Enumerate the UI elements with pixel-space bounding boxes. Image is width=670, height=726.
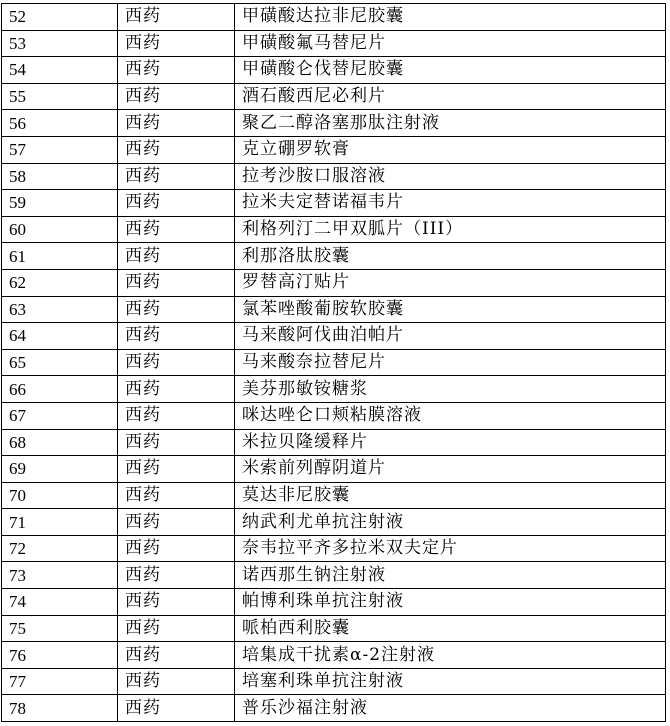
- category-cell: 西药: [118, 4, 235, 31]
- drug-name-cell: 纳武利尤单抗注射液: [235, 509, 666, 536]
- row-number-cell: 58: [2, 163, 118, 190]
- row-number-cell: 69: [2, 456, 118, 483]
- row-number-cell: 76: [2, 642, 118, 669]
- table-row: [2, 402, 666, 429]
- row-number-cell: 70: [2, 482, 118, 509]
- category-cell: 西药: [118, 110, 235, 137]
- drug-name-cell: 氯苯唑酸葡胺软胶囊: [235, 296, 666, 323]
- drug-name-cell: 帕博利珠单抗注射液: [235, 589, 666, 616]
- table-row: [2, 349, 666, 376]
- table-row: [2, 456, 666, 483]
- table-row: [2, 190, 666, 217]
- drug-name-cell: 美芬那敏铵糖浆: [235, 376, 666, 403]
- table-row: [2, 642, 666, 669]
- drug-name-cell: 利格列汀二甲双胍片（III）: [235, 216, 666, 243]
- table-row: [2, 323, 666, 350]
- row-number-cell: 66: [2, 376, 118, 403]
- drug-name-cell: 米索前列醇阴道片: [235, 456, 666, 483]
- row-number-cell: 68: [2, 429, 118, 456]
- table-row: [2, 429, 666, 456]
- row-number-cell: 54: [2, 57, 118, 84]
- row-number-cell: 55: [2, 83, 118, 110]
- table-row: [2, 615, 666, 642]
- drug-name-cell: 酒石酸西尼必利片: [235, 83, 666, 110]
- drug-name-cell: 米拉贝隆缓释片: [235, 429, 666, 456]
- drug-name-cell: 奈韦拉平齐多拉米双夫定片: [235, 535, 666, 562]
- category-cell: 西药: [118, 57, 235, 84]
- drug-name-cell: 培集成干扰素α-2注射液: [235, 642, 666, 669]
- drug-name-cell: 克立硼罗软膏: [235, 136, 666, 163]
- category-cell: 西药: [118, 83, 235, 110]
- drug-name-cell: 拉米夫定替诺福韦片: [235, 190, 666, 217]
- table-row: [2, 243, 666, 270]
- row-number-cell: 67: [2, 402, 118, 429]
- table-row: [2, 4, 666, 31]
- category-cell: 西药: [118, 402, 235, 429]
- category-cell: 西药: [118, 376, 235, 403]
- row-number-cell: 71: [2, 509, 118, 536]
- row-number-cell: 78: [2, 695, 118, 722]
- category-cell: 西药: [118, 216, 235, 243]
- table-row: [2, 57, 666, 84]
- category-cell: 西药: [118, 296, 235, 323]
- category-cell: 西药: [118, 642, 235, 669]
- table-row: [2, 110, 666, 137]
- category-cell: 西药: [118, 30, 235, 57]
- category-cell: 西药: [118, 163, 235, 190]
- drug-name-cell: 诺西那生钠注射液: [235, 562, 666, 589]
- table-body: [2, 4, 666, 722]
- category-cell: 西药: [118, 349, 235, 376]
- category-cell: 西药: [118, 509, 235, 536]
- category-cell: 西药: [118, 615, 235, 642]
- row-number-cell: 61: [2, 243, 118, 270]
- table-row: [2, 535, 666, 562]
- category-cell: 西药: [118, 136, 235, 163]
- row-number-cell: 74: [2, 589, 118, 616]
- drug-name-cell: 罗替高汀贴片: [235, 269, 666, 296]
- drug-name-cell: 利那洛肽胶囊: [235, 243, 666, 270]
- category-cell: 西药: [118, 269, 235, 296]
- table-row: [2, 83, 666, 110]
- drug-list-table: [1, 3, 666, 722]
- table-row: [2, 296, 666, 323]
- drug-name-cell: 甲磺酸仑伐替尼胶囊: [235, 57, 666, 84]
- table-row: [2, 668, 666, 695]
- row-number-cell: 77: [2, 668, 118, 695]
- table-row: [2, 376, 666, 403]
- table-row: [2, 482, 666, 509]
- row-number-cell: 73: [2, 562, 118, 589]
- drug-name-cell: 马来酸奈拉替尼片: [235, 349, 666, 376]
- drug-name-cell: 甲磺酸氟马替尼片: [235, 30, 666, 57]
- drug-name-cell: 聚乙二醇洛塞那肽注射液: [235, 110, 666, 137]
- row-number-cell: 72: [2, 535, 118, 562]
- category-cell: 西药: [118, 429, 235, 456]
- table-row: [2, 562, 666, 589]
- row-number-cell: 64: [2, 323, 118, 350]
- table-row: [2, 136, 666, 163]
- drug-name-cell: 普乐沙福注射液: [235, 695, 666, 722]
- category-cell: 西药: [118, 323, 235, 350]
- category-cell: 西药: [118, 190, 235, 217]
- drug-name-cell: 培塞利珠单抗注射液: [235, 668, 666, 695]
- row-number-cell: 60: [2, 216, 118, 243]
- table-row: [2, 695, 666, 722]
- table-row: [2, 216, 666, 243]
- table-row: [2, 30, 666, 57]
- row-number-cell: 56: [2, 110, 118, 137]
- drug-name-cell: 莫达非尼胶囊: [235, 482, 666, 509]
- drug-name-cell: 马来酸阿伐曲泊帕片: [235, 323, 666, 350]
- row-number-cell: 65: [2, 349, 118, 376]
- row-number-cell: 63: [2, 296, 118, 323]
- category-cell: 西药: [118, 668, 235, 695]
- table-row: [2, 269, 666, 296]
- drug-name-cell: 哌柏西利胶囊: [235, 615, 666, 642]
- drug-name-cell: 拉考沙胺口服溶液: [235, 163, 666, 190]
- category-cell: 西药: [118, 456, 235, 483]
- category-cell: 西药: [118, 535, 235, 562]
- category-cell: 西药: [118, 482, 235, 509]
- category-cell: 西药: [118, 243, 235, 270]
- row-number-cell: 57: [2, 136, 118, 163]
- drug-name-cell: 甲磺酸达拉非尼胶囊: [235, 4, 666, 31]
- row-number-cell: 59: [2, 190, 118, 217]
- table-row: [2, 589, 666, 616]
- row-number-cell: 52: [2, 4, 118, 31]
- category-cell: 西药: [118, 695, 235, 722]
- row-number-cell: 75: [2, 615, 118, 642]
- category-cell: 西药: [118, 589, 235, 616]
- drug-name-cell: 咪达唑仑口颊粘膜溶液: [235, 402, 666, 429]
- row-number-cell: 62: [2, 269, 118, 296]
- table-row: [2, 163, 666, 190]
- row-number-cell: 53: [2, 30, 118, 57]
- table-row: [2, 509, 666, 536]
- category-cell: 西药: [118, 562, 235, 589]
